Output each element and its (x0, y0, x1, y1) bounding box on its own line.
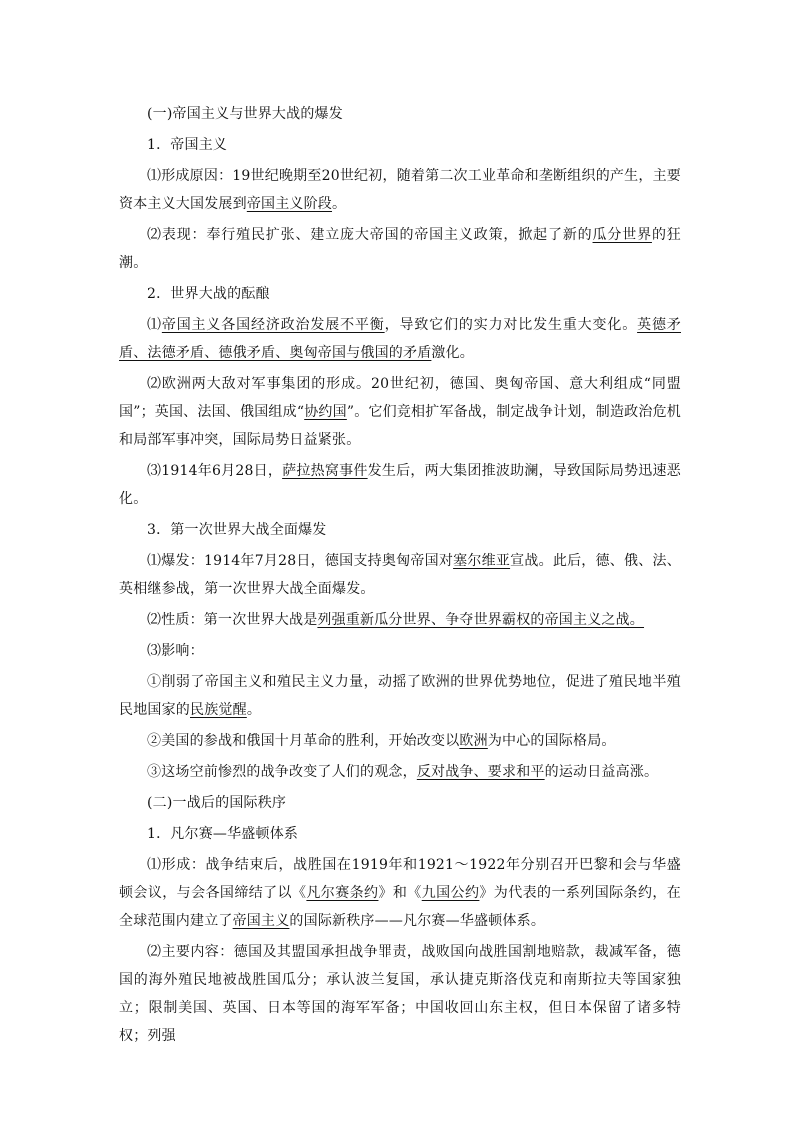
paragraph-military-blocs (119, 370, 681, 454)
paragraph-main-content (119, 938, 681, 1050)
text-run: ⑶影响： (147, 643, 204, 659)
text-run: (一)帝国主义与世界大战的爆发 (147, 106, 343, 122)
paragraph-system-formation (119, 851, 681, 935)
text-run: 宣战。此后，德、俄、法、英相继参战，第一次世界大战全面爆发。 (119, 553, 681, 597)
text-run: 。 (332, 196, 347, 212)
subheading-ww1-outbreak (119, 516, 681, 544)
text-run: 发生后，两大集团推波助澜，导致国际局势迅速恶化。 (119, 463, 681, 507)
underlined-key-term: 萨拉热窝事件 (282, 463, 368, 479)
text-run: (二)一战后的国际秩序 (147, 795, 287, 811)
text-run: ③这场空前惨烈的战争改变了人们的观念， (147, 764, 417, 780)
text-run: ⑴ (147, 317, 162, 333)
underlined-key-term: 欧洲 (459, 733, 488, 749)
paragraph-impact-2 (119, 727, 681, 755)
text-run: 3．第一次世界大战全面爆发 (147, 522, 327, 538)
text-run: ②美国的参战和俄国十月革命的胜利，开始改变以 (147, 733, 460, 749)
text-run: 的狂潮。 (119, 227, 681, 271)
paragraph-formation-cause (119, 162, 681, 218)
text-run: ，导致它们的实力对比发生重大变化。 (384, 317, 638, 333)
section-heading-2 (119, 789, 681, 817)
text-run: 2．世界大战的酝酿 (147, 286, 270, 302)
subheading-imperialism (119, 131, 681, 159)
paragraph-uneven-development (119, 311, 681, 367)
text-run: ①削弱了帝国主义和殖民主义力量，动摇了欧洲的世界优势地位，促进了殖民地半殖民地国家的 (119, 674, 681, 718)
subheading-versailles-washington (119, 820, 681, 848)
subheading-war-brewing (119, 280, 681, 308)
paragraph-impact-3 (119, 758, 681, 786)
underlined-key-term: 英德矛盾、法德矛盾、德俄矛盾、奥匈帝国与俄国的矛盾 (119, 317, 681, 361)
text-run: ⑵欧洲两大敌对军事集团的形成。20世纪初，德国、奥匈帝国、意大利组成“同盟国”；英国、法国、俄国组成“ (119, 376, 681, 420)
underlined-key-term: 凡尔赛条约 (306, 885, 379, 901)
underlined-key-term: 帝国主义 (232, 913, 290, 929)
document-page (119, 100, 681, 1053)
text-run: 激化。 (431, 345, 475, 361)
paragraph-manifestation (119, 221, 681, 277)
underlined-key-term: 瓜分世界 (592, 227, 652, 243)
text-run: 1．凡尔赛—华盛顿体系 (147, 826, 299, 842)
text-run: ⑴形成：战争结束后，战胜国在1919年和1921～1922年分别召开巴黎和会与华盛顿会议，与会各国缔结了以《 (119, 857, 681, 901)
underlined-key-term: 列强重新瓜分世界、争夺世界霸权的帝国主义之战。 (317, 612, 645, 628)
text-run: 的运动日益高涨。 (544, 764, 659, 780)
text-run: 》为代表的一系列国际条约，在全球范围内建立了 (119, 885, 681, 929)
text-run: 。 (246, 702, 262, 718)
text-run: ⑵表现：奉行殖民扩张、建立庞大帝国的帝国主义政策，掀起了新的 (147, 227, 593, 243)
text-run: ⑶1914年6月28日， (147, 463, 283, 479)
text-run: ⑴爆发：1914年7月28日，德国支持奥匈帝国对 (147, 553, 454, 569)
underlined-key-term: 反对战争、要求和平 (416, 764, 545, 780)
underlined-key-term: 帝国主义各国经济政治发展不平衡 (161, 317, 385, 333)
paragraph-impact-heading (119, 637, 681, 665)
text-run: 》和《 (378, 885, 422, 901)
paragraph-sarajevo (119, 457, 681, 513)
underlined-key-term: 协约国 (304, 404, 347, 420)
paragraph-impact-1 (119, 668, 681, 724)
underlined-key-term: 民族觉醒 (190, 702, 247, 718)
underlined-key-term: 塞尔维亚 (453, 553, 511, 569)
text-run: ⑵主要内容：德国及其盟国承担战争罪责，战败国向战胜国割地赔款，裁减军备，德国的海外殖民地被战胜国瓜分；承认波兰复国，承认捷克斯洛伐克和南斯拉夫等国家独立；限制美国、英国、日本等国的海军军备；中国收回山东主权，但日本保留了诸多特权；列强 (119, 944, 681, 1044)
text-run: ⑵性质：第一次世界大战是 (147, 612, 318, 628)
section-heading-1 (119, 100, 681, 128)
text-run: 的国际新秩序——凡尔赛—华盛顿体系。 (289, 913, 546, 929)
underlined-key-term: 帝国主义阶段 (246, 196, 333, 212)
text-run: ⑴形成原因：19世纪晚期至20世纪初，随着第二次工业革命和垄断组织的产生，主要资本主义大国发展到 (119, 168, 681, 212)
paragraph-outbreak (119, 547, 681, 603)
text-run: 1．帝国主义 (147, 137, 228, 153)
paragraph-nature (119, 606, 681, 634)
text-run: ”。它们竞相扩军备战，制定战争计划，制造政治危机和局部军事冲突，国际局势日益紧张。 (119, 404, 681, 448)
text-run: 为中心的国际格局。 (487, 733, 616, 749)
underlined-key-term: 九国公约 (421, 885, 480, 901)
